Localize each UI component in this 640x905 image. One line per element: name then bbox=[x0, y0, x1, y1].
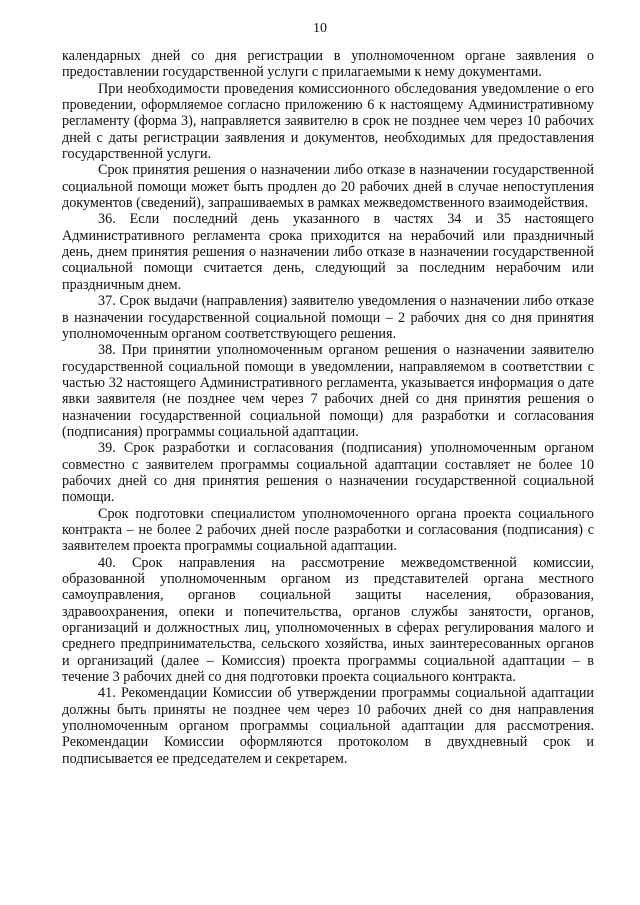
paragraph-item-38: 38. При принятии уполномоченным органом решения о назначении заявителю государственной социальной помощи в уведомлении, направляемом в соответствии с частью 32 настоящего Административного регламента, указывается информация о дате явки заявителя (не позднее чем через 7 рабочих дней со дня принятия решения о назначении государственной социальной помощи) для разработки и согласования (подписания) программы социальной адаптации. bbox=[62, 342, 594, 440]
paragraph-inspection-notice: При необходимости проведения комиссионного обследования уведомление о его проведении, оформляемое согласно приложению 6 к настоящему Административному регламенту (форма 3), направляется заявителю в срок не позднее чем через 10 рабочих дней с даты регистрации заявления и документов, необходимых для предоставления государственной услуги. bbox=[62, 80, 594, 163]
paragraph-item-39: 39. Срок разработки и согласования (подписания) уполномоченным органом совместно с заявителем программы социальной адаптации составляет не более 10 рабочих дней со дня принятия решения о назначении государственной социальной помощи. bbox=[62, 440, 594, 506]
paragraph-continuation: календарных дней со дня регистрации в уполномоченном органе заявления о предоставлении государственной услуги с прилагаемыми к нему документами. bbox=[62, 48, 594, 81]
paragraph-contract-preparation: Срок подготовки специалистом уполномоченного органа проекта социального контракта – не более 2 рабочих дней после разработки и согласования (подписания) с заявителем проекта программы социальной адаптации. bbox=[62, 505, 594, 555]
page-number: 10 bbox=[313, 21, 327, 36]
document-body bbox=[62, 48, 594, 767]
paragraph-decision-extension: Срок принятия решения о назначении либо отказе в назначении государственной социальной помощи может быть продлен до 20 рабочих дней в случае непоступления документов (сведений), запрашиваемых в рамках межведомственного взаимодействия. bbox=[62, 162, 594, 212]
paragraph-item-37: 37. Срок выдачи (направления) заявителю уведомления о назначении либо отказе в назначении государственной социальной помощи – 2 рабочих дня со дня принятия уполномоченным органом соответствующего решения. bbox=[62, 293, 594, 342]
paragraph-item-36: 36. Если последний день указанного в частях 34 и 35 настоящего Административного регламента срока приходится на нерабочий или праздничный день, днем принятия решения о назначении либо отказе в назначении государственной социальной помощи считается день, следующий за последним нерабочим или праздничным днем. bbox=[62, 211, 594, 293]
paragraph-item-41: 41. Рекомендации Комиссии об утверждении программы социальной адаптации должны быть приняты не позднее чем через 10 рабочих дней со дня направления уполномоченным органом программы социальной адаптации для рассмотрения. Рекомендации Комиссии оформляются протоколом в двухдневный срок и подписывается ее председателем и секретарем. bbox=[62, 685, 594, 767]
paragraph-item-40: 40. Срок направления на рассмотрение межведомственной комиссии, образованной уполномоченным органом из представителей органа местного самоуправления, органов социальной защиты населения, образования, здравоохранения, опеки и попечительства, органов службы занятости, органов, организаций и должностных лиц, уполномоченных в сферах регулирования малого и среднего предпринимательства, сельского хозяйства, иных заинтересованных органов и организаций (далее – Комиссия) проекта программы социальной адаптации – в течение 3 рабочих дней со дня подготовки проекта социального контракта. bbox=[62, 554, 594, 686]
